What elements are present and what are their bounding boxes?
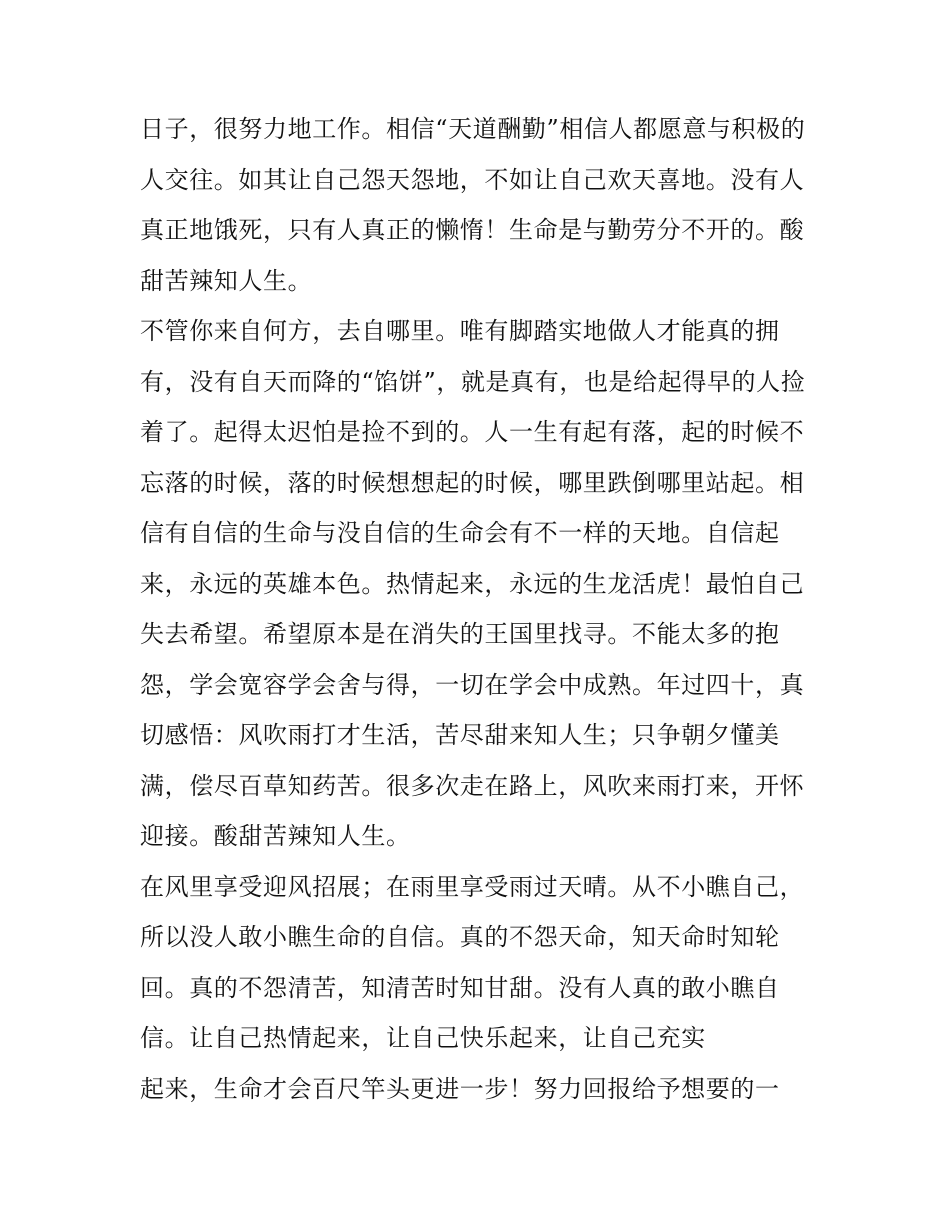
text-line-3: 真正地饿死，只有人真正的懒惰！生命是与勤劳分不开的。酸: [140, 216, 805, 244]
text-line-1: 日子，很努力地工作。相信“天道酬勤”相信人都愿意与积极的: [140, 115, 806, 143]
text-line-11: 失去希望。希望原本是在消失的王国里找寻。不能太多的抱: [140, 620, 780, 648]
text-line-4: 甜苦辣知人生。: [140, 266, 313, 295]
body-text: [140, 104, 820, 1114]
text-line-13: 切感悟：风吹雨打才生活，苦尽甜来知人生；只争朝夕懂美: [140, 721, 780, 749]
text-line-20: 起来，生命才会百尺竿头更进一步！努力回报给予想要的一: [140, 1074, 780, 1103]
text-line-12: 怨，学会宽容学会舍与得，一切在学会中成熟。年过四十，真: [140, 670, 805, 699]
text-line-7: 着了。起得太迟怕是捡不到的。人一生有起有落，起的时候不: [140, 418, 805, 446]
text-line-17: 所以没人敢小瞧生命的自信。真的不怨天命，知天命时知轮: [140, 923, 780, 951]
text-line-8: 忘落的时候，落的时候想想起的时候，哪里跌倒哪里站起。相: [140, 468, 805, 497]
text-line-15: 迎接。酸甜苦辣知人生。: [140, 822, 411, 850]
text-line-16: 在风里享受迎风招展；在雨里享受雨过天晴。从不小瞧自己，: [140, 872, 805, 901]
text-line-14: 满，偿尽百草知药苦。很多次走在路上，风吹来雨打来，开怀: [140, 771, 805, 800]
text-line-6: 有，没有自天而降的“馅饼”，就是真有，也是给起得早的人捡: [140, 367, 806, 396]
text-line-2: 人交往。如其让自己怨天怨地，不如让自己欢天喜地。没有人: [140, 165, 805, 194]
text-line-18: 回。真的不怨清苦，知清苦时知甘甜。没有人真的敢小瞧自: [140, 973, 780, 1002]
text-line-5: 不管你来自何方，去自哪里。唯有脚踏实地做人才能真的拥: [140, 317, 780, 345]
text-line-9: 信有自信的生命与没自信的生命会有不一样的天地。自信起: [140, 519, 780, 547]
text-line-19: 信。让自己热情起来，让自己快乐起来，让自己充实: [140, 1024, 706, 1052]
text-line-10: 来，永远的英雄本色。热情起来，永远的生龙活虎！最怕自己: [140, 569, 805, 598]
